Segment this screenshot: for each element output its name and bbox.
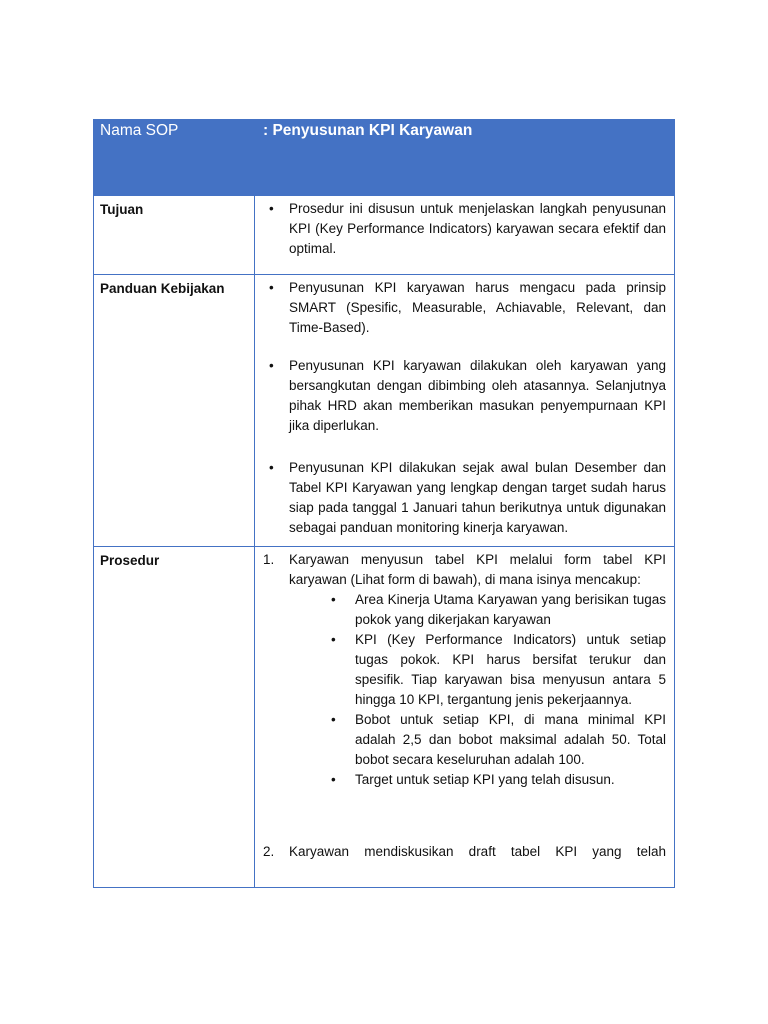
list-item: • Penyusunan KPI karyawan dilakukan oleh karyawan yang bersangkutan dengan dibimbing oleh atasannya. Selanjutnya pihak HRD akan memberikan masukan penyempurnaan KPI jika diperlukan. <box>263 356 666 436</box>
header-title: : Penyusunan KPI Karyawan <box>255 120 675 196</box>
row-body-panduan <box>255 275 675 547</box>
step-number: 1. <box>263 552 275 567</box>
row-label-panduan: Panduan Kebijakan <box>94 275 255 547</box>
row-tujuan <box>94 196 675 275</box>
bullet-icon: • <box>331 772 336 787</box>
sop-document <box>93 119 675 888</box>
header-label: Nama SOP <box>94 120 255 196</box>
row-panduan <box>94 275 675 547</box>
list-item: 2. Karyawan mendiskusikan draft tabel KPI yang telah <box>263 842 666 862</box>
bullet-icon: • <box>269 460 274 475</box>
list-item: • Penyusunan KPI karyawan harus mengacu pada prinsip SMART (Spesific, Measurable, Achiavable, Relevant, dan Time-Based). <box>263 278 666 338</box>
step-number: 2. <box>263 844 275 859</box>
list-item: • KPI (Key Performance Indicators) untuk setiap tugas pokok. KPI harus bersifat terukur dan spesifik. Tiap karyawan bisa menyusun antara 5 hingga 10 KPI, tergantung jenis pekerjaannya. <box>331 630 666 710</box>
row-body-prosedur <box>255 547 675 888</box>
bullet-icon: • <box>331 632 336 647</box>
bullet-icon: • <box>269 280 274 295</box>
bullet-icon: • <box>331 592 336 607</box>
row-prosedur <box>94 547 675 888</box>
list-item: • Area Kinerja Utama Karyawan yang berisikan tugas pokok yang dikerjakan karyawan <box>331 590 666 630</box>
bullet-icon: • <box>269 201 274 216</box>
list-item: • Bobot untuk setiap KPI, di mana minimal KPI adalah 2,5 dan bobot maksimal adalah 50. Total bobot secara keseluruhan adalah 100. <box>331 710 666 770</box>
list-item: • Prosedur ini disusun untuk menjelaskan langkah penyusunan KPI (Key Performance Indicators) karyawan secara efektif dan optimal. <box>263 199 666 259</box>
row-body-tujuan <box>255 196 675 275</box>
header-row <box>94 120 675 196</box>
list-item: 1. Karyawan menyusun tabel KPI melalui form tabel KPI karyawan (Lihat form di bawah), di mana isinya mencakup: <box>263 550 666 590</box>
list-item: • Penyusunan KPI dilakukan sejak awal bulan Desember dan Tabel KPI Karyawan yang lengkap dengan target sudah harus siap pada tanggal 1 Januari tahun berikutnya untuk digunakan sebagai panduan monitoring kinerja karyawan. <box>263 458 666 538</box>
row-label-prosedur: Prosedur <box>94 547 255 888</box>
bullet-icon: • <box>269 358 274 373</box>
sop-table <box>93 119 675 888</box>
list-item: • Target untuk setiap KPI yang telah disusun. <box>331 770 666 790</box>
row-label-tujuan: Tujuan <box>94 196 255 275</box>
bullet-icon: • <box>331 712 336 727</box>
